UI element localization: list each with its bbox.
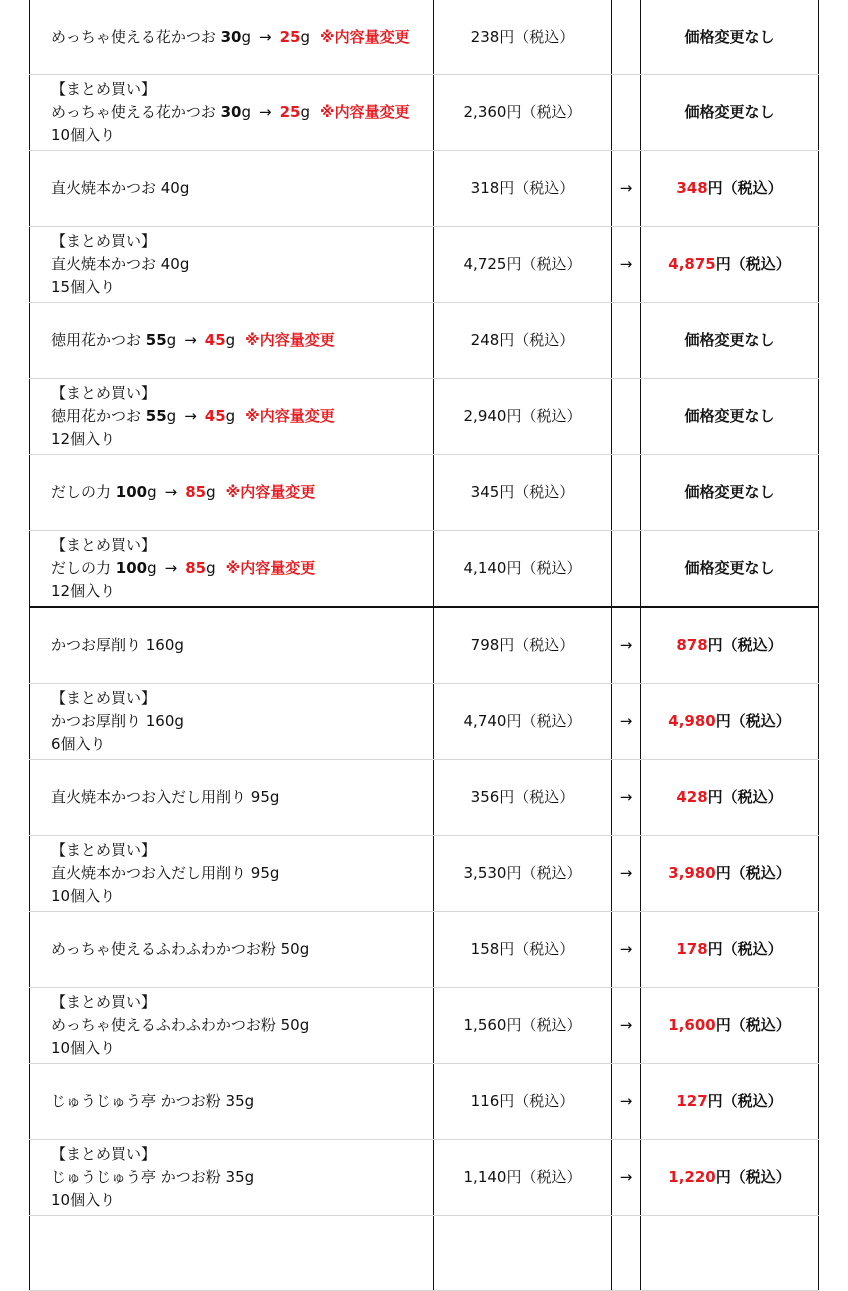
quantity-new: 45 xyxy=(204,407,226,425)
product-name-cell xyxy=(30,1140,434,1216)
price-arrow: → xyxy=(619,864,633,882)
product-name: 直火焼本かつお 40g xyxy=(51,255,190,273)
new-price-cell xyxy=(641,531,819,608)
quantity-unit: g xyxy=(166,407,177,425)
quantity-new: 25 xyxy=(279,103,301,121)
new-price-cell xyxy=(641,0,819,75)
pack-count: 12個入り xyxy=(51,430,116,448)
quantity-unit: g xyxy=(147,559,157,577)
old-price: 4,140円（税込） xyxy=(434,531,612,608)
quantity-old: 30 xyxy=(220,27,242,46)
price-arrow-cell xyxy=(612,531,641,608)
old-price: 248円（税込） xyxy=(434,303,612,379)
quantity-new: 25 xyxy=(279,27,301,46)
no-change-label: 価格変更なし xyxy=(684,407,775,425)
table-row xyxy=(30,912,819,988)
product-name-line xyxy=(51,862,433,885)
new-price-cell xyxy=(641,151,819,227)
product-name-line xyxy=(51,1014,433,1037)
content-change-note: ※内容量変更 xyxy=(225,559,316,577)
new-price-value: 348 xyxy=(676,179,708,197)
price-arrow: → xyxy=(619,636,633,654)
new-price-cell xyxy=(641,607,819,684)
price-arrow-cell xyxy=(612,75,641,151)
quantity-arrow: → xyxy=(259,103,272,121)
product-name-cell xyxy=(30,836,434,912)
old-price: 3,530円（税込） xyxy=(434,836,612,912)
table-row xyxy=(30,1064,819,1140)
old-price: 4,725円（税込） xyxy=(434,227,612,303)
product-name-cell xyxy=(30,912,434,988)
new-price-suffix: 円（税込） xyxy=(707,1092,783,1110)
product-name: 直火焼本かつお入だし用削り 95g xyxy=(51,788,280,806)
new-price-cell xyxy=(641,75,819,151)
old-price: 2,940円（税込） xyxy=(434,379,612,455)
product-name: 徳用花かつお xyxy=(51,407,146,425)
product-name-cell xyxy=(30,75,434,151)
product-name: 直火焼本かつお入だし用削り 95g xyxy=(51,864,280,882)
price-table-body xyxy=(30,0,819,1291)
new-price-suffix: 円（税込） xyxy=(715,712,791,730)
old-price: 158円（税込） xyxy=(434,912,612,988)
quantity-unit: g xyxy=(225,331,236,349)
table-row xyxy=(30,760,819,836)
new-price-cell xyxy=(641,684,819,760)
new-price-value: 3,980 xyxy=(668,864,716,882)
product-name: じゅうじゅう亭 かつお粉 35g xyxy=(51,1092,255,1110)
price-arrow: → xyxy=(619,1168,633,1186)
content-change-note: ※内容量変更 xyxy=(245,331,335,349)
price-arrow: → xyxy=(619,255,633,273)
new-price-value: 428 xyxy=(676,788,708,806)
old-price: 318円（税込） xyxy=(434,151,612,227)
table-row xyxy=(30,1216,819,1291)
price-arrow-cell xyxy=(612,455,641,531)
quantity-new: 85 xyxy=(185,483,207,501)
product-name-line xyxy=(51,938,433,961)
new-price-suffix: 円（税込） xyxy=(707,940,783,958)
quantity-unit: g xyxy=(206,559,216,577)
new-price-cell xyxy=(641,988,819,1064)
price-arrow: → xyxy=(619,1016,633,1034)
product-name-cell xyxy=(30,151,434,227)
bundle-label: 【まとめ買い】 xyxy=(51,689,157,707)
quantity-unit: g xyxy=(225,407,236,425)
product-name-line xyxy=(51,177,433,200)
price-arrow-cell xyxy=(612,684,641,760)
new-price-value: 1,600 xyxy=(668,1016,716,1034)
price-arrow-cell xyxy=(612,607,641,684)
product-name: めっちゃ使えるふわふわかつお粉 50g xyxy=(51,1016,310,1034)
table-row xyxy=(30,684,819,760)
product-name-cell xyxy=(30,1216,434,1291)
bundle-label: 【まとめ買い】 xyxy=(51,841,157,859)
quantity-unit: g xyxy=(300,27,311,46)
new-price-cell xyxy=(641,227,819,303)
quantity-unit: g xyxy=(166,331,177,349)
old-price: 116円（税込） xyxy=(434,1064,612,1140)
price-arrow-cell xyxy=(612,379,641,455)
quantity-new: 45 xyxy=(204,331,226,349)
new-price-suffix: 円（税込） xyxy=(715,1016,791,1034)
table-row xyxy=(30,75,819,151)
new-price-value: 878 xyxy=(676,636,708,654)
product-name-line xyxy=(51,26,433,49)
quantity-unit: g xyxy=(206,483,216,501)
quantity-old: 100 xyxy=(115,483,148,501)
product-name-cell xyxy=(30,303,434,379)
bundle-label: 【まとめ買い】 xyxy=(51,1145,157,1163)
new-price-cell xyxy=(641,912,819,988)
price-arrow-cell xyxy=(612,760,641,836)
new-price-suffix: 円（税込） xyxy=(707,179,783,197)
pack-count: 10個入り xyxy=(51,1191,116,1209)
product-name-line xyxy=(51,481,433,504)
product-name: めっちゃ使えるふわふわかつお粉 50g xyxy=(51,940,310,958)
bundle-label: 【まとめ買い】 xyxy=(51,536,157,554)
pack-count: 12個入り xyxy=(51,582,116,600)
quantity-old: 55 xyxy=(145,407,167,425)
table-row xyxy=(30,455,819,531)
no-change-label: 価格変更なし xyxy=(684,103,775,121)
product-name: 直火焼本かつお 40g xyxy=(51,179,190,197)
content-change-note: ※内容量変更 xyxy=(245,407,335,425)
quantity-arrow: → xyxy=(184,331,197,349)
quantity-arrow: → xyxy=(164,483,178,501)
no-change-label: 価格変更なし xyxy=(684,483,775,501)
product-name-cell xyxy=(30,455,434,531)
new-price-cell xyxy=(641,379,819,455)
table-row xyxy=(30,531,819,608)
old-price: 238円（税込） xyxy=(434,0,612,75)
table-row xyxy=(30,607,819,684)
new-price-value: 1,220 xyxy=(668,1168,716,1186)
old-price xyxy=(434,1216,612,1291)
quantity-new: 85 xyxy=(185,559,207,577)
quantity-arrow: → xyxy=(259,27,272,46)
pack-count: 10個入り xyxy=(51,1039,116,1057)
product-name: 徳用花かつお xyxy=(51,331,146,349)
quantity-arrow: → xyxy=(164,559,178,577)
product-name-cell xyxy=(30,0,434,75)
price-arrow-cell xyxy=(612,836,641,912)
quantity-old: 100 xyxy=(115,559,148,577)
table-row xyxy=(30,1140,819,1216)
product-name-cell xyxy=(30,531,434,608)
product-name-cell xyxy=(30,227,434,303)
no-change-label: 価格変更なし xyxy=(684,331,775,349)
table-row xyxy=(30,836,819,912)
new-price-value: 4,980 xyxy=(668,712,716,730)
price-arrow-cell xyxy=(612,151,641,227)
price-arrow: → xyxy=(619,179,633,197)
content-change-note: ※内容量変更 xyxy=(225,483,316,501)
product-name-line xyxy=(51,634,433,657)
no-change-label: 価格変更なし xyxy=(684,559,775,577)
new-price-suffix: 円（税込） xyxy=(715,864,791,882)
product-name-cell xyxy=(30,988,434,1064)
old-price: 356円（税込） xyxy=(434,760,612,836)
new-price-suffix: 円（税込） xyxy=(707,788,783,806)
old-price: 2,360円（税込） xyxy=(434,75,612,151)
quantity-old: 55 xyxy=(145,331,167,349)
pack-count: 6個入り xyxy=(51,735,106,753)
new-price-value: 4,875 xyxy=(668,255,716,273)
price-arrow-cell xyxy=(612,1216,641,1291)
new-price-suffix: 円（税込） xyxy=(715,1168,791,1186)
table-row xyxy=(30,227,819,303)
product-name: だしの力 xyxy=(51,559,116,577)
pack-count: 10個入り xyxy=(51,887,116,905)
new-price-cell xyxy=(641,455,819,531)
product-name-line xyxy=(51,101,433,124)
table-row xyxy=(30,303,819,379)
bundle-label: 【まとめ買い】 xyxy=(51,384,157,402)
new-price-cell xyxy=(641,303,819,379)
pack-count: 15個入り xyxy=(51,278,116,296)
product-name-line xyxy=(51,710,433,733)
content-change-note: ※内容量変更 xyxy=(320,27,410,46)
price-arrow-cell xyxy=(612,988,641,1064)
new-price-cell xyxy=(641,1140,819,1216)
product-name: かつお厚削り 160g xyxy=(51,712,184,730)
quantity-old: 30 xyxy=(220,103,242,121)
bundle-label: 【まとめ買い】 xyxy=(51,232,157,250)
table-row xyxy=(30,988,819,1064)
no-change-label: 価格変更なし xyxy=(684,27,775,46)
price-arrow: → xyxy=(619,940,633,958)
new-price-cell xyxy=(641,1216,819,1291)
product-name-cell xyxy=(30,760,434,836)
price-arrow: → xyxy=(619,712,633,730)
price-arrow-cell xyxy=(612,1064,641,1140)
new-price-value: 178 xyxy=(676,940,708,958)
new-price-suffix: 円（税込） xyxy=(715,255,791,273)
price-arrow-cell xyxy=(612,912,641,988)
pack-count: 10個入り xyxy=(51,126,116,144)
quantity-unit: g xyxy=(241,27,252,46)
price-arrow: → xyxy=(619,1092,633,1110)
product-name-line xyxy=(51,329,433,352)
product-name-line xyxy=(51,786,433,809)
old-price: 4,740円（税込） xyxy=(434,684,612,760)
product-name-cell xyxy=(30,1064,434,1140)
price-arrow: → xyxy=(619,788,633,806)
product-name-line xyxy=(51,253,433,276)
quantity-unit: g xyxy=(241,103,252,121)
product-name-line xyxy=(51,1166,433,1189)
new-price-cell xyxy=(641,760,819,836)
new-price-suffix: 円（税込） xyxy=(707,636,783,654)
bundle-label: 【まとめ買い】 xyxy=(51,80,157,98)
quantity-arrow: → xyxy=(184,407,197,425)
product-name-cell xyxy=(30,684,434,760)
price-arrow-cell xyxy=(612,0,641,75)
product-name-cell xyxy=(30,379,434,455)
product-name: めっちゃ使える花かつお xyxy=(51,27,221,46)
old-price: 345円（税込） xyxy=(434,455,612,531)
product-name-cell xyxy=(30,607,434,684)
table-row xyxy=(30,151,819,227)
new-price-cell xyxy=(641,836,819,912)
quantity-unit: g xyxy=(147,483,157,501)
price-arrow-cell xyxy=(612,1140,641,1216)
content-change-note: ※内容量変更 xyxy=(320,103,410,121)
product-name: だしの力 xyxy=(51,483,116,501)
old-price: 1,140円（税込） xyxy=(434,1140,612,1216)
product-name: かつお厚削り 160g xyxy=(51,636,184,654)
new-price-value: 127 xyxy=(676,1092,708,1110)
price-arrow-cell xyxy=(612,303,641,379)
table-row xyxy=(30,0,819,75)
quantity-unit: g xyxy=(300,103,311,121)
product-name-line xyxy=(51,1090,433,1113)
new-price-cell xyxy=(641,1064,819,1140)
bundle-label: 【まとめ買い】 xyxy=(51,993,157,1011)
product-name: じゅうじゅう亭 かつお粉 35g xyxy=(51,1168,255,1186)
old-price: 1,560円（税込） xyxy=(434,988,612,1064)
product-name-line xyxy=(51,557,433,580)
price-change-table xyxy=(29,0,819,1291)
product-name: めっちゃ使える花かつお xyxy=(51,103,221,121)
product-name-line xyxy=(51,405,433,428)
table-row xyxy=(30,379,819,455)
price-arrow-cell xyxy=(612,227,641,303)
old-price: 798円（税込） xyxy=(434,607,612,684)
